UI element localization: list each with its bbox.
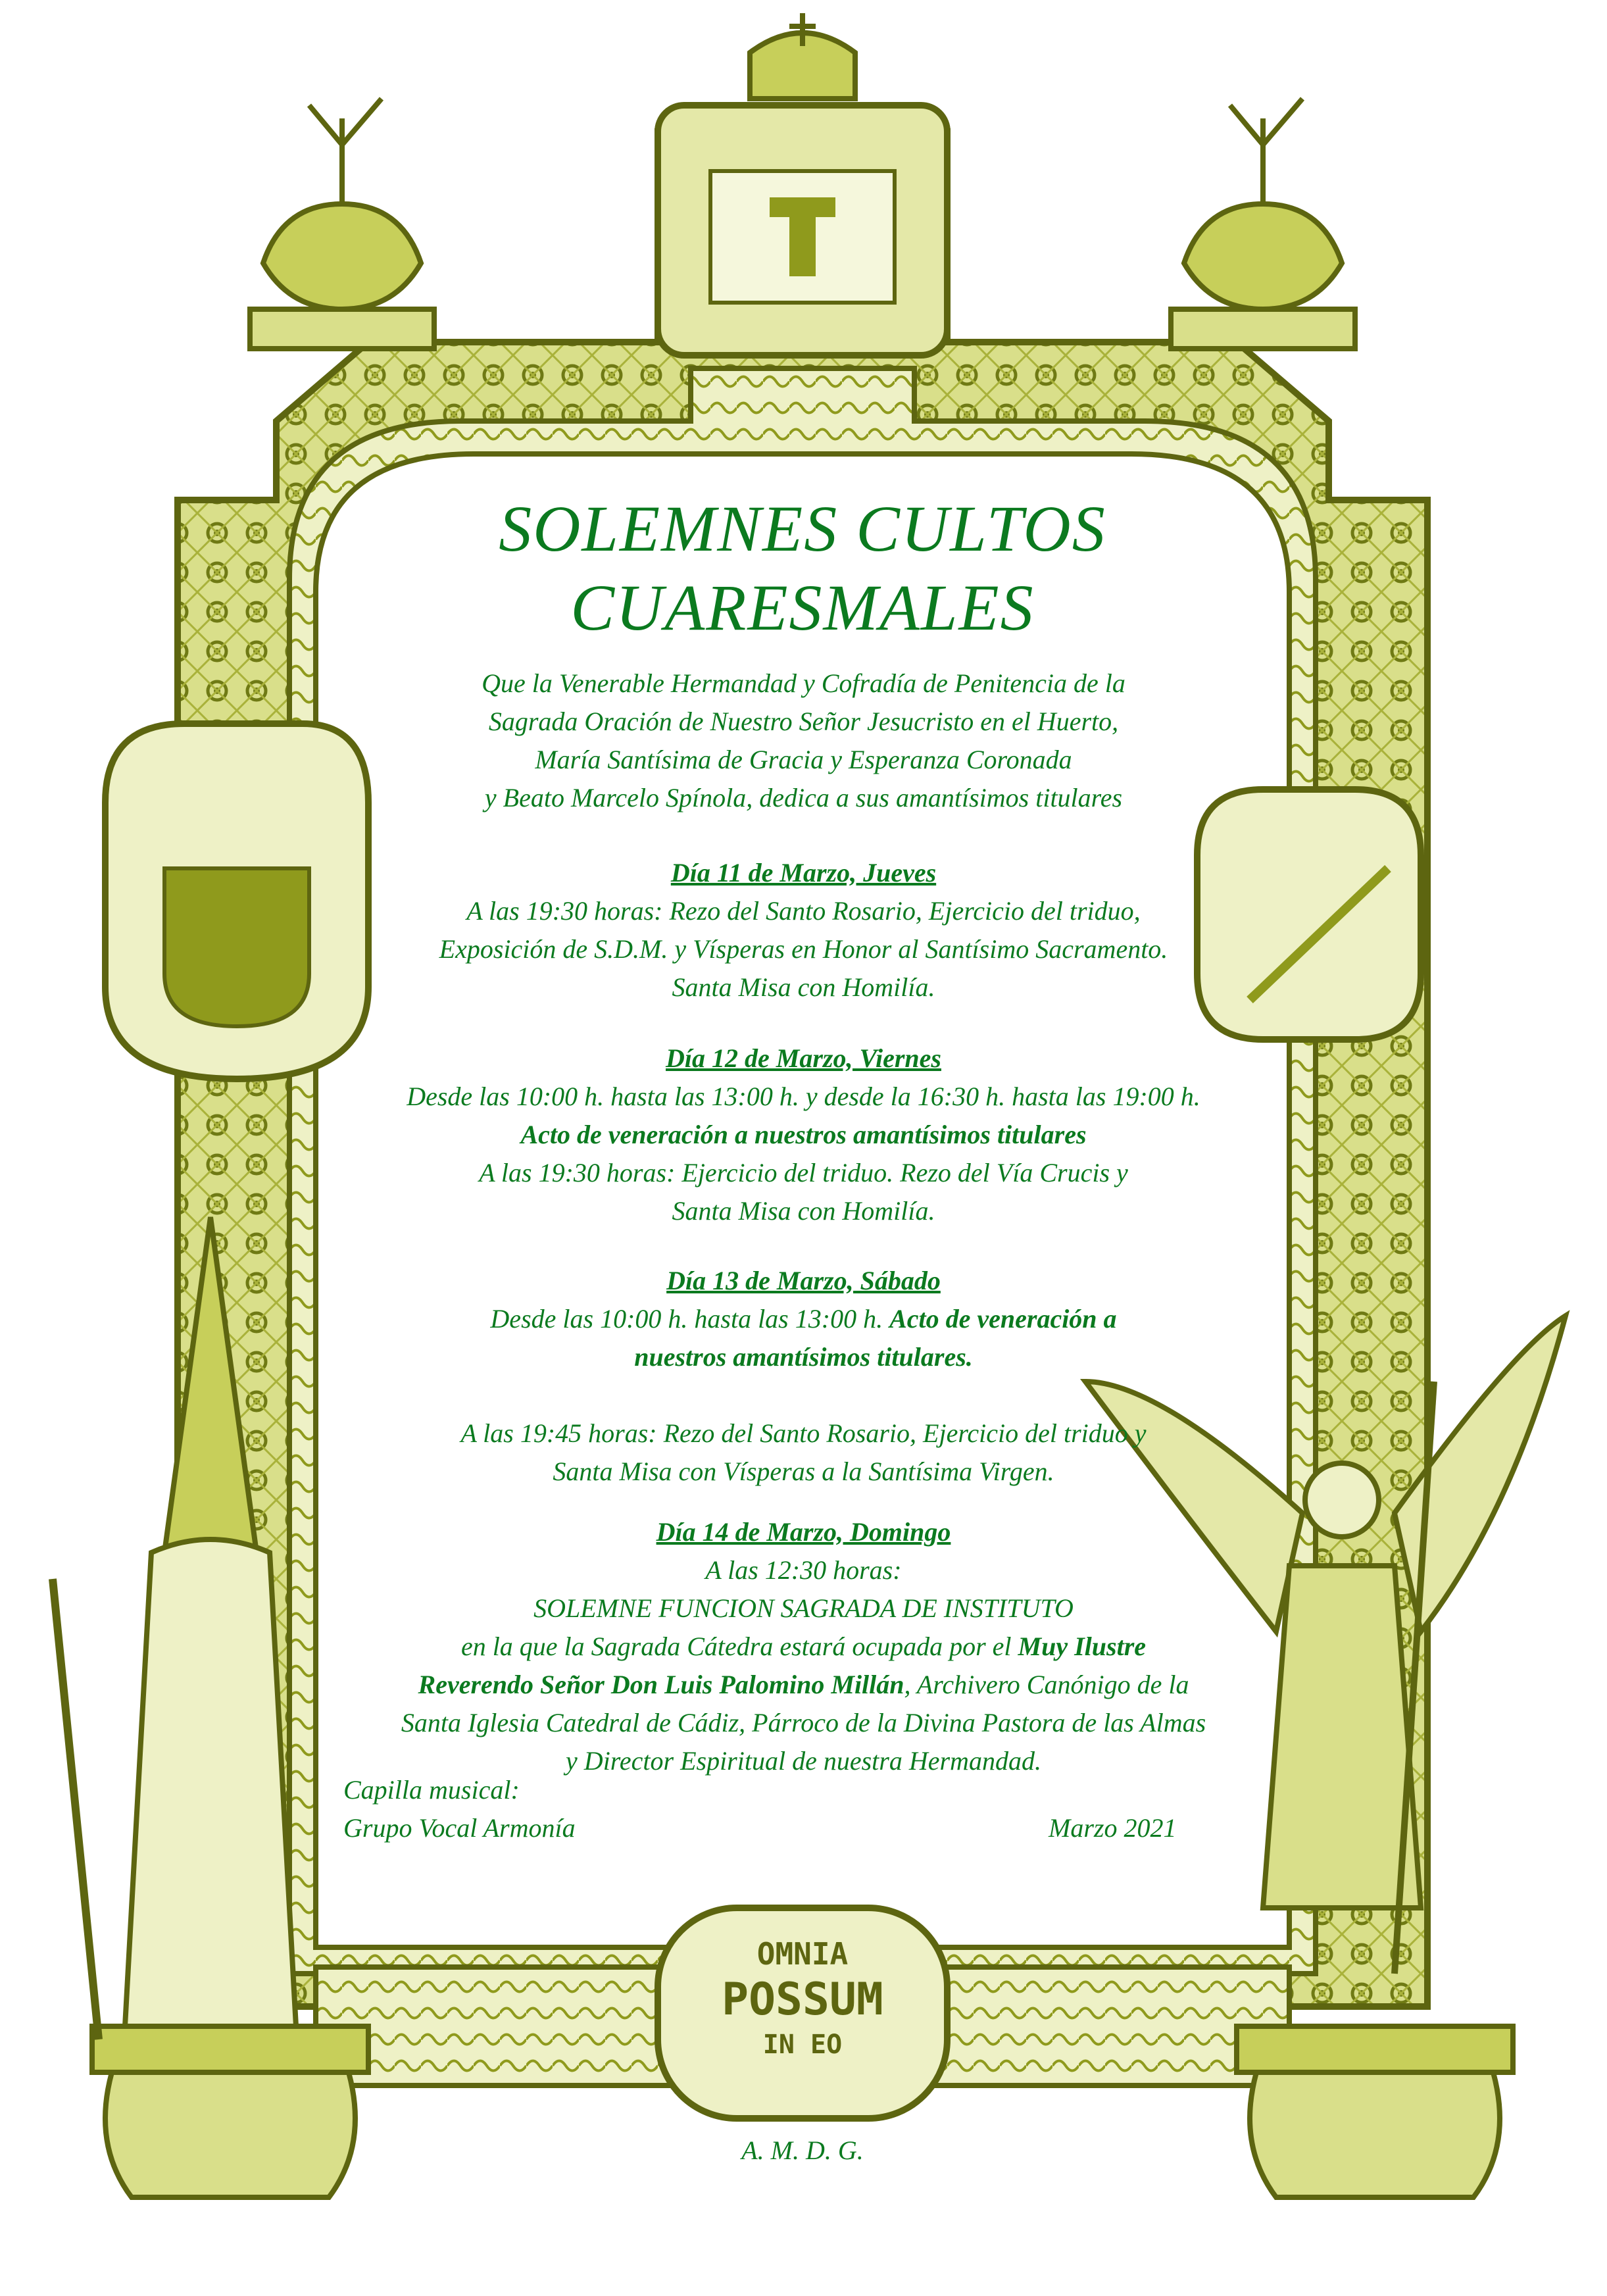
day3-block — [283, 1262, 1324, 1491]
day2-heading: Día 12 de Marzo, Viernes — [666, 1043, 941, 1073]
day4-line-1: A las 12:30 horas: — [705, 1555, 902, 1585]
capilla-label: Capilla musical: — [343, 1775, 520, 1805]
intro-line-2: Sagrada Oración de Nuestro Señor Jesucristo en el Huerto, — [488, 707, 1119, 736]
title-line-1: SOLEMNES CULTOS — [499, 492, 1106, 565]
day1-line-3: Santa Misa con Homilía. — [672, 972, 935, 1002]
day3-line-4: Santa Misa con Vísperas a la Santísima Virgen. — [553, 1457, 1054, 1486]
day2-line-3: A las 19:30 horas: Ejercicio del triduo. Rezo del Vía Crucis y — [479, 1158, 1128, 1187]
pedestal-left — [92, 2026, 368, 2197]
intro-line-1: Que la Venerable Hermandad y Cofradía de Penitencia de la — [482, 668, 1125, 698]
plaque-line-2: POSSUM — [722, 1974, 883, 2026]
day4-line-6: y Director Espiritual de nuestra Hermandad. — [566, 1746, 1041, 1776]
footer-date: Marzo 2021 — [1049, 1813, 1177, 1843]
day4-line-4-plain: , Archivero Canónigo de la — [904, 1670, 1189, 1699]
day4-line-3-plain: en la que la Sagrada Cátedra estará ocupada por el — [460, 1632, 1018, 1661]
day3-line-1-plain: Desde las 10:00 h. hasta las 13:00 h. — [490, 1304, 890, 1334]
day4-line-2: SOLEMNE FUNCION SAGRADA DE INSTITUTO — [533, 1593, 1074, 1623]
day4-line-4 — [283, 1666, 1324, 1704]
day4-heading: Día 14 de Marzo, Domingo — [656, 1517, 951, 1547]
intro-line-3: María Santísima de Gracia y Esperanza Coronada — [535, 745, 1072, 774]
day2-line-4: Santa Misa con Homilía. — [672, 1196, 935, 1226]
amdg: A. M. D. G. — [741, 2135, 864, 2165]
intro-block — [283, 664, 1324, 817]
day3-line-2: nuestros amantísimos titulares. — [634, 1342, 973, 1372]
spacer — [283, 1376, 1324, 1414]
day3-line-3: A las 19:45 horas: Rezo del Santo Rosario, Ejercicio del triduo y — [460, 1418, 1147, 1448]
top-cartouche — [658, 13, 947, 355]
day2-bold-line: Acto de veneración a nuestros amantísimos titulares — [520, 1120, 1087, 1149]
day2-block — [283, 1039, 1324, 1230]
day1-line-1: A las 19:30 horas: Rezo del Santo Rosario, Ejercicio del triduo, — [466, 896, 1141, 926]
day1-line-2: Exposición de S.D.M. y Vísperas en Honor al Santísimo Sacramento. — [439, 934, 1168, 964]
intro-line-4: y Beato Marcelo Spínola, dedica a sus amantísimos titulares — [484, 783, 1123, 812]
plaque-text — [684, 1934, 921, 2063]
urn-left — [250, 99, 434, 349]
day3-line-1-bold: Acto de veneración a — [889, 1304, 1117, 1334]
day4-line-3 — [283, 1628, 1324, 1666]
pedestal-right — [1237, 2026, 1513, 2197]
day3-heading: Día 13 de Marzo, Sábado — [666, 1266, 941, 1295]
footer-row — [343, 1809, 1264, 1847]
urn-right — [1171, 99, 1355, 349]
day4-line-5: Santa Iglesia Catedral de Cádiz, Párroco de la Divina Pastora de las Almas — [401, 1708, 1206, 1737]
day1-block — [283, 854, 1324, 1007]
day4-line-4-bold: Reverendo Señor Don Luis Palomino Millán — [418, 1670, 904, 1699]
plaque-line-1: OMNIA — [756, 1936, 849, 1972]
grupo-vocal: Grupo Vocal Armonía — [343, 1813, 576, 1843]
day4-line-3-bold: Muy Ilustre — [1018, 1632, 1147, 1661]
title-line-2: CUARESMALES — [570, 571, 1035, 644]
plaque-line-3: IN EO — [762, 2030, 843, 2060]
day1-heading: Día 11 de Marzo, Jueves — [670, 858, 937, 887]
day3-line-1 — [283, 1300, 1324, 1338]
day4-block — [283, 1513, 1324, 1780]
day2-line-1: Desde las 10:00 h. hasta las 13:00 h. y desde la 16:30 h. hasta las 19:00 h. — [407, 1082, 1200, 1111]
